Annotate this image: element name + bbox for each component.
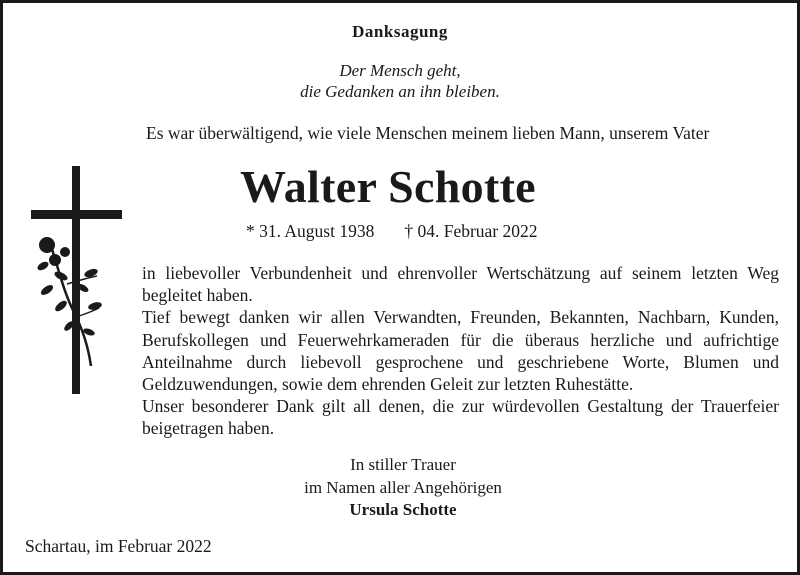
cross-icon	[31, 166, 122, 394]
signer-name: Ursula Schotte	[349, 500, 457, 519]
body-paragraph-3: Unser besonderer Dank gilt all denen, die zur würdevollen Gestaltung der Trauerfeier beigetragen haben.	[142, 396, 779, 439]
death-date: † 04. Februar 2022	[404, 221, 538, 241]
cross-with-rose-icon	[31, 166, 126, 396]
birth-date: * 31. August 1938	[246, 221, 375, 241]
closing-line-1: In stiller Trauer	[350, 455, 456, 474]
deceased-name: Walter Schotte	[240, 161, 536, 212]
body-paragraph-2: Tief bewegt danken wir allen Verwandten, Freunden, Bekannten, Nachbarn, Kunden, Berufskollegen und Feuerwehrkameraden für die überaus herzliche und aufrichtige Anteilnahme durch liebevoll gesprochene und geschriebene Worte, Blumen und Geldzuwendungen, sowie dem ehrenden Geleit zur letzten Ruhestätte.	[142, 307, 779, 395]
life-dates	[246, 221, 538, 242]
notice-heading: Danksagung	[352, 22, 448, 41]
motto-line-1: Der Mensch geht,	[339, 61, 461, 80]
body-paragraph-1: in liebevoller Verbundenheit und ehrenvoller Wertschätzung auf seinem letzten Weg begleitet haben.	[142, 263, 779, 306]
place-and-date: Schartau, im Februar 2022	[25, 536, 212, 556]
intro-text: Es war überwältigend, wie viele Menschen meinem lieben Mann, unserem Vater	[146, 123, 710, 143]
thank-you-text	[142, 262, 779, 440]
closing-block	[3, 454, 800, 522]
motto-line-2: die Gedanken an ihn bleiben.	[300, 82, 500, 101]
motto	[3, 60, 797, 102]
rose-icon	[36, 237, 103, 366]
closing-line-2: im Namen aller Angehörigen	[304, 477, 502, 497]
